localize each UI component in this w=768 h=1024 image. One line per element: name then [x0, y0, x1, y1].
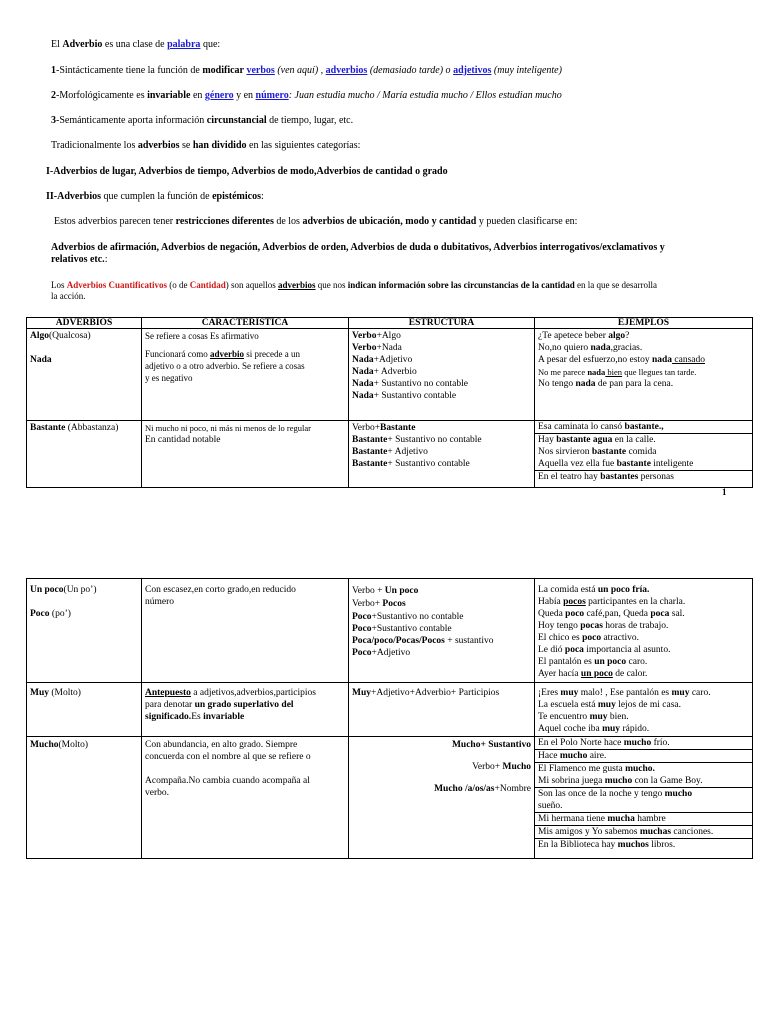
term-adverbio: Adverbio	[62, 39, 103, 50]
cell-adverbio	[27, 329, 142, 421]
text: de pan para la cena.	[595, 379, 674, 389]
text: número	[145, 597, 175, 607]
term: invariable	[203, 712, 245, 722]
table-row	[27, 329, 753, 421]
term: Nada	[352, 367, 374, 377]
text: +Nada	[376, 343, 402, 353]
term: Verbo	[352, 331, 377, 341]
item-number: 3	[51, 115, 56, 126]
text: que llegues tan tarde.	[622, 367, 697, 377]
link-adjetivos[interactable]: adjetivos	[453, 65, 492, 76]
text: Se refiere a cosas Es afirmativo	[145, 331, 259, 341]
intro-line-8	[54, 216, 577, 228]
text: en	[190, 90, 205, 101]
intro-line-9b	[51, 254, 107, 266]
text: de tiempo, lugar, etc.	[266, 115, 354, 126]
term: han dividido	[192, 140, 247, 151]
adverbs-table-2	[26, 578, 753, 859]
text: Verbo+	[352, 599, 383, 609]
example-line	[535, 839, 752, 851]
text: Mis amigos y Yo sabemos	[538, 827, 640, 837]
text: y es negativo	[145, 373, 193, 383]
item-number: 1	[51, 65, 56, 76]
text: El chico es	[538, 633, 583, 643]
term: Nada	[352, 391, 374, 401]
text: malo! , Ese pantalón es	[578, 688, 672, 698]
term: modificar	[202, 65, 244, 76]
adverb: Poco	[30, 609, 50, 619]
text: ,gracias.	[610, 343, 643, 353]
text: Ni mucho ni poco, ni más ni menos de lo regular	[145, 423, 311, 433]
text: adjetivo o a otro adverbio. Se refiere a cosas	[145, 361, 305, 371]
term: Bastante	[380, 423, 416, 433]
cell-estructura	[349, 683, 535, 737]
term: poca	[564, 645, 584, 655]
intro-line-6	[46, 166, 448, 178]
text: es una clase de	[102, 39, 168, 50]
intro-line-10b	[51, 290, 85, 302]
term: Bastante	[352, 447, 388, 457]
category-list: relativos etc.	[51, 254, 105, 265]
text: café,pan, Queda	[584, 609, 651, 619]
text: El	[51, 39, 63, 50]
text: a adjetivos,adverbios,participios	[190, 688, 316, 698]
text: No,no quiero	[538, 343, 591, 353]
text: + sustantivo	[444, 636, 494, 646]
term: epistémicos	[212, 191, 261, 202]
term: adverbios	[137, 140, 180, 151]
example: (ven aquí) ,	[274, 65, 326, 76]
text: +Adjetivo+Adverbio+ Participios	[371, 688, 500, 698]
header-caracteristica: CARACTERISTICA	[142, 318, 349, 329]
text: inteligente	[650, 459, 694, 469]
term: poca	[650, 609, 670, 619]
text: + Sustantivo no contable	[387, 435, 482, 445]
adverb: Muy	[30, 688, 49, 698]
text: + Sustantivo contable	[373, 391, 457, 401]
term: restricciones diferentes	[175, 216, 274, 227]
cell-adverbio	[27, 579, 142, 683]
text: -Sintácticamente tiene la función de	[56, 65, 203, 76]
text: +Adjetivo	[373, 355, 413, 365]
text: Esa caminata lo cansó	[538, 422, 625, 432]
term: poco	[565, 609, 585, 619]
term: Poco	[352, 624, 372, 634]
term: Poca/poco/Pocas/Pocos	[352, 636, 445, 646]
text: en las siguientes categorías:	[246, 140, 361, 151]
table-row	[27, 737, 753, 859]
link-palabra[interactable]: palabra	[167, 39, 201, 50]
cell-adverbio	[27, 683, 142, 737]
item-number: 2	[51, 90, 56, 101]
term: un poco	[594, 657, 627, 667]
intro-line-5	[51, 140, 360, 152]
term: indican información sobre las circunstancias de la cantidad	[347, 280, 575, 290]
cell-adverbio	[27, 421, 142, 488]
text: bien	[605, 367, 623, 377]
text: :	[260, 191, 264, 202]
text: Mi sobrina juega	[538, 776, 605, 786]
header-ejemplos: EJEMPLOS	[535, 318, 753, 329]
example: : Juan estudia mucho / María estudia mucho / Ellos estudian mucho	[288, 90, 562, 101]
text: A pesar del esfuerzo,no estoy	[538, 355, 652, 365]
term: nada	[590, 343, 611, 353]
term: poco	[582, 633, 602, 643]
table-header-row	[27, 318, 753, 329]
example-line	[535, 737, 752, 750]
term: bastante	[591, 447, 627, 457]
cell-caracteristica	[142, 737, 349, 859]
term: bastante	[616, 459, 651, 469]
text: en la calle.	[612, 435, 656, 445]
term: Mucho	[502, 762, 531, 772]
text: atractivo.	[601, 633, 640, 643]
text: participantes en la charla.	[585, 597, 686, 607]
text: En el teatro hay	[538, 472, 601, 482]
adverb: Un poco	[30, 585, 64, 595]
table-row	[27, 579, 753, 683]
cell-estructura	[349, 329, 535, 421]
text: Son las once de la noche y tengo	[538, 789, 665, 799]
adverb: Nada	[30, 355, 52, 365]
example-line	[535, 471, 752, 483]
intro-line-4	[51, 115, 353, 127]
text: La escuela está	[538, 700, 598, 710]
example-line	[535, 775, 752, 788]
text: Mi hermana tiene	[538, 814, 608, 824]
text: hambre	[634, 814, 666, 824]
text: Queda	[538, 609, 566, 619]
adverbs-table-1	[26, 317, 753, 488]
term: Nada	[352, 355, 374, 365]
term: Verbo	[352, 343, 377, 353]
cell-ejemplos	[535, 329, 753, 421]
term: Antepuesto	[145, 688, 191, 698]
text: comida	[626, 447, 657, 457]
term-cantidad: Cantidad	[189, 280, 226, 290]
example-line	[535, 434, 752, 446]
term: muchos	[617, 840, 649, 850]
translation: (Abbastanza)	[65, 423, 119, 433]
text: + Adverbio	[373, 367, 417, 377]
example-line	[535, 763, 752, 775]
term: Mucho+ Sustantivo	[451, 740, 531, 750]
example-line	[535, 458, 752, 471]
text: en la que se desarrolla	[574, 280, 657, 290]
term: mucho.	[625, 764, 655, 774]
term: muy	[602, 724, 621, 734]
example: (demasiado tarde) o	[367, 65, 454, 76]
header-estructura: ESTRUCTURA	[349, 318, 535, 329]
term: nada	[587, 367, 606, 377]
text: ¡Eres	[538, 688, 561, 698]
cell-caracteristica	[142, 683, 349, 737]
text: (o de	[167, 280, 190, 290]
text: + Adjetivo	[387, 447, 428, 457]
intro-line-2	[51, 65, 562, 77]
text: que cumplen la función de	[101, 191, 213, 202]
term: bastante.,	[624, 422, 664, 432]
term: muy	[671, 688, 690, 698]
cell-caracteristica	[142, 579, 349, 683]
term: Poco	[352, 648, 372, 658]
text: canciones.	[671, 827, 714, 837]
text: y en	[233, 90, 256, 101]
text: de calor.	[612, 669, 648, 679]
term: bastantes	[600, 472, 639, 482]
text: Los	[51, 280, 67, 290]
intro-line-1	[51, 39, 220, 51]
adverb: Algo	[30, 331, 49, 341]
text: si precede a un	[244, 349, 300, 359]
cell-ejemplos	[535, 421, 753, 488]
text: Funcionará como	[145, 349, 210, 359]
text: caro.	[689, 688, 711, 698]
intro-line-7	[46, 191, 264, 203]
text: ?	[625, 331, 630, 341]
text: +Sustantivo contable	[371, 624, 452, 634]
text: +Adjetivo	[371, 648, 411, 658]
term: muy	[597, 700, 616, 710]
translation: (Un po’)	[63, 585, 97, 595]
text: importancia al asunto.	[583, 645, 671, 655]
intro-line-3	[51, 90, 562, 102]
term: un grado superlativo del	[194, 700, 294, 710]
text: + Sustantivo contable	[387, 459, 470, 469]
link-numero[interactable]: número	[255, 90, 289, 101]
cell-ejemplos	[535, 683, 753, 737]
term: Bastante	[352, 435, 388, 445]
term: Muy	[352, 688, 371, 698]
cell-ejemplos	[535, 737, 753, 859]
adverb: Bastante	[30, 423, 66, 433]
term: Nada	[352, 379, 374, 389]
table-row	[27, 421, 753, 488]
term: un poco fría.	[597, 585, 650, 595]
term: Un poco	[384, 586, 419, 596]
term: mucho	[559, 751, 588, 761]
term: adverbios	[278, 280, 316, 290]
text: Había	[538, 597, 564, 607]
term: mucho	[664, 789, 693, 799]
text: libros.	[648, 840, 676, 850]
text: para denotar	[145, 700, 195, 710]
text: que nos	[315, 280, 348, 290]
text: verbo.	[145, 788, 170, 798]
text: frío.	[651, 738, 670, 748]
term: bastante agua	[556, 435, 613, 445]
page-number: 1	[722, 487, 727, 497]
term: mucho	[604, 776, 633, 786]
intro-line-9	[51, 242, 665, 254]
text: Con escasez,en corto grado,en reducido	[145, 585, 296, 595]
text: Te encuentro	[538, 712, 590, 722]
example-line	[535, 826, 752, 839]
table-row	[27, 683, 753, 737]
text: caro.	[626, 657, 648, 667]
text: +Algo	[376, 331, 401, 341]
text: Hoy tengo	[538, 621, 581, 631]
text: Nos sirvieron	[538, 447, 592, 457]
text: lejos de mi casa.	[615, 700, 681, 710]
term: Bastante	[352, 459, 388, 469]
text: No tengo	[538, 379, 576, 389]
text: rápido.	[620, 724, 650, 734]
text: -Morfológicamente es	[56, 90, 148, 101]
text: :	[104, 254, 108, 265]
translation: (Molto)	[58, 740, 89, 750]
cell-ejemplos	[535, 579, 753, 683]
intro-line-10	[51, 279, 657, 291]
translation: (Qualcosa)	[49, 331, 91, 341]
example-line	[535, 421, 752, 434]
term: circunstancial	[206, 115, 267, 126]
cell-estructura	[349, 421, 535, 488]
term: un poco	[580, 669, 613, 679]
text: +Nombre	[494, 784, 531, 794]
text: No me parece	[538, 367, 588, 377]
text: Con abundancia, en alto grado. Siempre	[145, 740, 298, 750]
text: Estos adverbios parecen tener	[54, 216, 176, 227]
term: nada	[651, 355, 673, 365]
text: con la Game Boy.	[632, 776, 703, 786]
text: la acción.	[51, 291, 86, 301]
cell-estructura	[349, 579, 535, 683]
category-list: I-Adverbios de lugar, Adverbios de tiempo, Adverbios de modo,Adverbios de cantidad o grado	[46, 166, 448, 177]
example-line	[535, 788, 752, 813]
text: El Flamenco me gusta	[538, 764, 626, 774]
translation: (po’)	[49, 609, 71, 619]
text: Verbo +	[352, 586, 385, 596]
term: pocas	[580, 621, 603, 631]
text: + Sustantivo no contable	[373, 379, 468, 389]
term: adverbio	[209, 349, 244, 359]
text: +Sustantivo no contable	[371, 612, 464, 622]
text: se	[179, 140, 193, 151]
example-line	[535, 813, 752, 826]
text: horas de trabajo.	[602, 621, 669, 631]
link-genero[interactable]: género	[204, 90, 234, 101]
example-line	[535, 750, 752, 763]
adverb: Mucho	[30, 740, 59, 750]
term: mucha	[607, 814, 635, 824]
text: Le dió	[538, 645, 565, 655]
text: Hay	[538, 435, 557, 445]
term: Mucho /a/os/as	[434, 784, 495, 794]
text: y pueden clasificarse en:	[476, 216, 578, 227]
text: Hace	[538, 751, 560, 761]
text: cansado	[672, 355, 706, 365]
text: La comida está	[538, 585, 598, 595]
text: aire.	[587, 751, 607, 761]
translation: (Molto)	[49, 688, 81, 698]
term: muy	[560, 688, 579, 698]
term: algo	[608, 331, 626, 341]
text: El pantalón es	[538, 657, 595, 667]
example-line	[535, 446, 752, 458]
header-adverbios: ADVERBIOS	[27, 318, 142, 329]
text: -Semánticamente aporta información	[56, 115, 207, 126]
term: adverbios de ubicación, modo y cantidad	[302, 216, 477, 227]
term: invariable	[147, 90, 191, 101]
cell-caracteristica	[142, 329, 349, 421]
text: ¿Te apetece beber	[538, 331, 609, 341]
text: Es	[191, 712, 204, 722]
term: muchas	[639, 827, 672, 837]
text: Verbo+	[352, 423, 381, 433]
text: En cantidad notable	[145, 435, 221, 445]
text: Aquel coche iba	[538, 724, 603, 734]
text: Tradicionalmente los	[51, 140, 138, 151]
term: Pocos	[382, 599, 406, 609]
text: personas	[638, 472, 674, 482]
cell-estructura	[349, 737, 535, 859]
cell-adverbio	[27, 737, 142, 859]
text: ) son aquellos	[225, 280, 279, 290]
text: que:	[200, 39, 221, 50]
text: Acompaña.No cambia cuando acompaña al	[145, 776, 310, 786]
term: muy	[589, 712, 608, 722]
term: nada	[575, 379, 596, 389]
term: mucho	[623, 738, 652, 748]
text: de los	[273, 216, 303, 227]
term: II-Adverbios	[46, 191, 102, 202]
text: Ayer hacía	[538, 669, 581, 679]
term: Poco	[352, 612, 372, 622]
text: sal.	[669, 609, 685, 619]
link-adverbios[interactable]: adverbios	[325, 65, 368, 76]
text: bien.	[607, 712, 629, 722]
text: Aquella vez ella fue	[538, 459, 617, 469]
link-verbos[interactable]: verbos	[246, 65, 275, 76]
category-list: Adverbios de afirmación, Adverbios de negación, Adverbios de orden, Adverbios de duda o dubitativos, Adverbios interrogativos/exclamativos y	[51, 242, 665, 253]
cell-caracteristica	[142, 421, 349, 488]
text: Verbo+	[472, 762, 503, 772]
term: pocos	[563, 597, 586, 607]
text: sueño.	[538, 801, 563, 811]
text: concuerda con el nombre al que se refiere o	[145, 752, 311, 762]
term: significado.	[145, 712, 192, 722]
text: En el Polo Norte hace	[538, 738, 624, 748]
term-cuantificativos: Adverbios Cuantificativos	[66, 280, 168, 290]
text: En la Biblioteca hay	[538, 840, 618, 850]
example: (muy inteligente)	[491, 65, 562, 76]
